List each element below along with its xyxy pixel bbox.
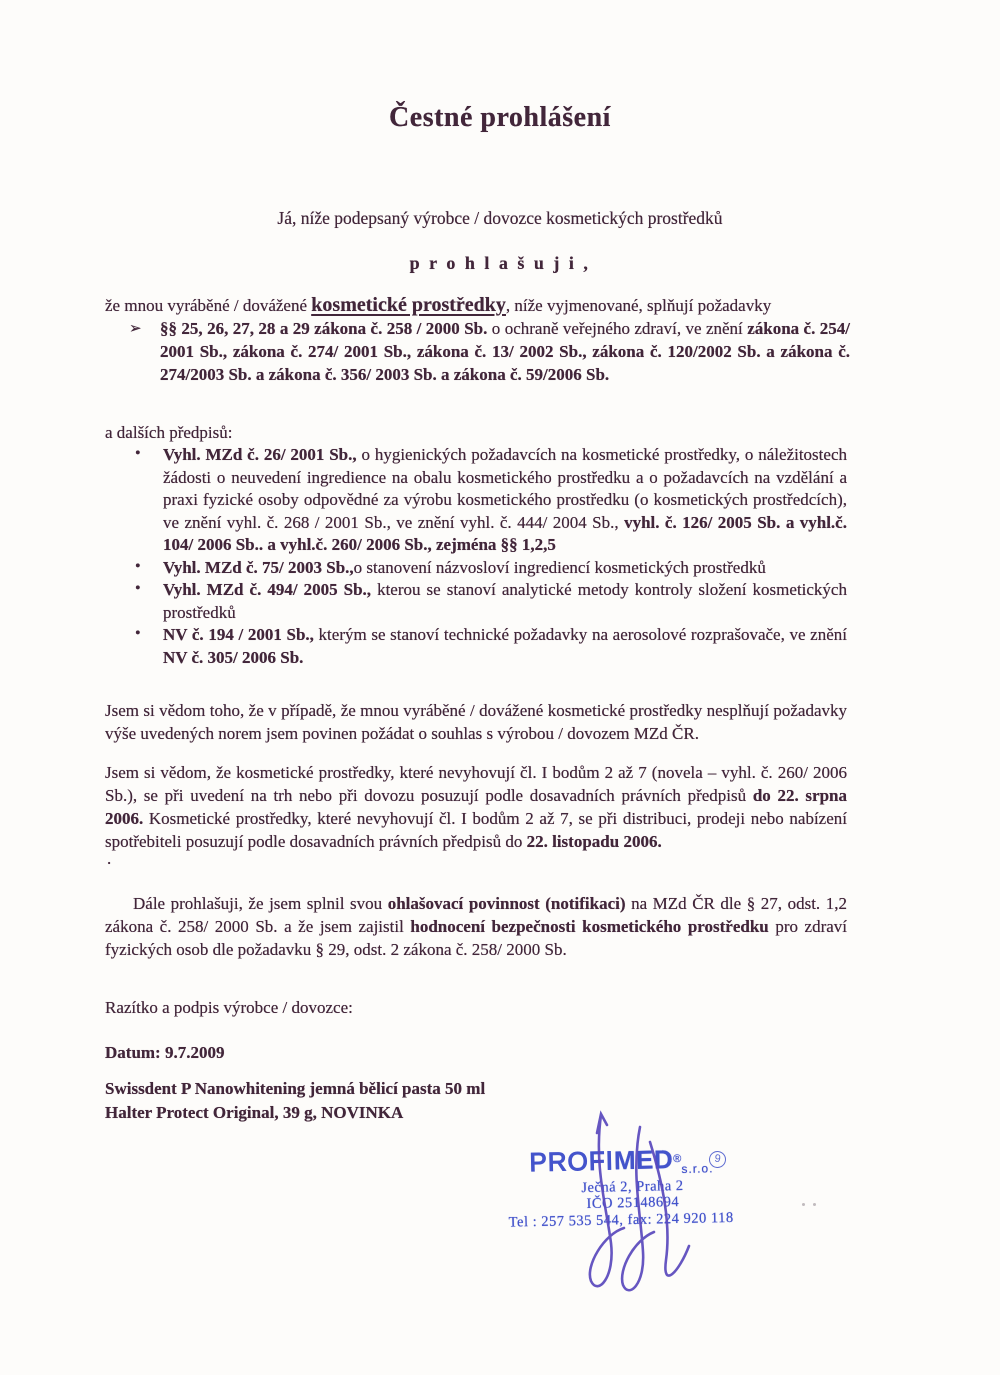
law-amendments-bold: zákona č. 254/ 2001 Sb., zákona č. 274/ 2001 Sb., zákona č. 13/ 2002 Sb., zákona č. 120/2002 Sb. a zákona č. 274/2003 Sb. a zákona č. 356/ 2003 Sb. a zákona č. 59/2006 Sb. — [160, 319, 850, 384]
stamp-suffix: s.r.o. — [681, 1161, 714, 1176]
regulation-item — [105, 624, 847, 669]
p3-normal: na MZd ČR dle § 27, odst. 1,2 zákona č. 258/ 2000 Sb. a že jsem zajistil — [105, 894, 847, 936]
declaration-word: p r o h l a š u j i , — [409, 253, 591, 273]
law-citation-bold: §§ 25, 26, 27, 28 a 29 zákona č. 258 / 2000 Sb. — [160, 319, 488, 338]
signature-ink-icon — [560, 1103, 710, 1308]
regulation-item — [105, 444, 847, 557]
regulation-citation: Vyhl. MZd č. 26/ 2001 Sb., — [163, 445, 357, 464]
product-line: Swissdent P Nanowhitening jemná bělicí pasta 50 ml — [105, 1079, 486, 1098]
circled-nine-mark: 9 — [708, 1150, 727, 1169]
p3-normal: pro zdraví fyzických osob dle požadavku § 29, odst. 2 zákona č. 258/ 2000 Sb. — [105, 917, 847, 959]
regulation-amendments: vyhl. č. 126/ 2005 Sb. a vyhl.č. 104/ 2006 Sb.. a vyhl.č. 260/ 2006 Sb., zejména §§ 1,2,5 — [163, 512, 847, 554]
regulation-citation: Vyhl. MZd č. 75/ 2003 Sb., — [163, 557, 354, 577]
lead-pre: že mnou vyráběné / dovážené — [105, 296, 312, 315]
regulations-list — [105, 444, 847, 669]
regulation-citation: Vyhl. MZd č. 494/ 2005 Sb., — [163, 580, 372, 599]
paragraph-awareness-2 — [105, 761, 847, 853]
product-line: Halter Protect Original, 39 g, NOVINKA — [105, 1103, 404, 1122]
paragraph-awareness-1: Jsem si vědom toho, že v případě, že mnou vyráběné / dovážené kosmetické prostředky nesplňují požadavky výše uvedených norem jsem povinen požádat o souhlas s výrobou / dovozem MZd ČR. — [105, 701, 847, 743]
stamp-ico: IČO 25148694 — [586, 1194, 680, 1212]
stamp-tel: Tel : 257 535 544, fax: 224 920 118 — [508, 1209, 734, 1231]
p2-normal: Kosmetické prostředky, které nevyhovují čl. I bodům 2 až 7, se při distribuci, prodeji nebo nabízení spotřebiteli posuzují podle dosavadních právních předpisů do — [105, 809, 847, 851]
stamp-signature-label: Razítko a podpis výrobce / dovozce: — [105, 998, 353, 1017]
p3-safety-bold: hodnocení bezpečnosti kosmetického prostředku — [410, 917, 769, 936]
stray-period: . — [107, 849, 112, 868]
regulation-description: kterou se stanoví analytické metody kontroly složení kosmetických prostředků — [163, 580, 847, 622]
bullet-icon: • — [135, 445, 141, 462]
lead-post: , níže vyjmenované, splňují požadavky — [505, 296, 772, 315]
lead-paragraph — [105, 294, 865, 317]
p2-deadline-1: do 22. srpna 2006. — [105, 786, 847, 828]
paragraph-notification — [105, 892, 847, 961]
bullet-icon: • — [135, 557, 141, 575]
regulation-citation: NV č. 194 / 2001 Sb., — [163, 625, 314, 644]
scan-speck — [813, 1203, 816, 1206]
regulation-description: kterým se stanoví technické požadavky na aerosolové rozprašovače, ve znění — [313, 625, 847, 644]
regulation-description: o hygienických požadavcích na kosmetické prostředky, o náležitostech žádosti o neuvedení ingredience na obalu kosmetického prostředku a o požadavcích na vzdělání a praxi fyzické osoby odpovědné za výrobu kosmetického prostředku (o kosmetických prostředcích), ve znění vyhl. č. 268 / 2001 Sb., ve znění vyhl. č. 444/ 2004 Sb., — [163, 445, 847, 532]
regulation-amendments: NV č. 305/ 2006 Sb. — [163, 647, 304, 667]
product-list — [105, 1077, 485, 1125]
regulation-description: o stanovení názvosloví ingrediencí kosmetických prostředků — [353, 557, 766, 577]
document-title: Čestné prohlášení — [389, 102, 611, 133]
intro-line: Já, níže podepsaný výrobce / dovozce kosmetických prostředků — [277, 208, 723, 228]
stamp-brand-solid: MED — [613, 1144, 674, 1176]
law-arrow-item — [105, 317, 850, 386]
scan-speck — [802, 1203, 805, 1206]
stamp-address: Ječná 2, Praha 2 — [581, 1177, 684, 1197]
arrow-bullet-icon: ➢ — [129, 321, 142, 337]
registered-icon: ® — [673, 1152, 682, 1166]
regulation-item — [105, 557, 847, 580]
predpisy-heading: a dalších předpisů: — [105, 423, 233, 442]
date-line: Datum: 9.7.2009 — [105, 1043, 225, 1062]
bullet-icon: • — [135, 625, 141, 642]
lead-highlight: kosmetické prostředky — [311, 294, 506, 316]
p3-notification-bold: ohlašovací povinnost (notifikaci) — [387, 894, 626, 913]
stamp-brand-outline: PROFI — [529, 1145, 615, 1178]
p2-deadline-2: 22. listopadu 2006. — [526, 832, 662, 851]
bullet-icon: • — [135, 580, 141, 597]
regulation-item — [105, 579, 847, 624]
p2-normal: Jsem si vědom, že kosmetické prostředky, které nevyhovují čl. I bodům 2 až 7 (novela – vyhl. č. 260/ 2006 Sb.), se při uvedení na trh nebo při dovozu posuzují podle dosavadních právních předpisů — [105, 763, 847, 805]
p3-normal: Dále prohlašuji, že jsem splnil svou — [133, 894, 388, 913]
law-citation-normal: o ochraně veřejného zdraví, ve znění — [487, 319, 748, 338]
